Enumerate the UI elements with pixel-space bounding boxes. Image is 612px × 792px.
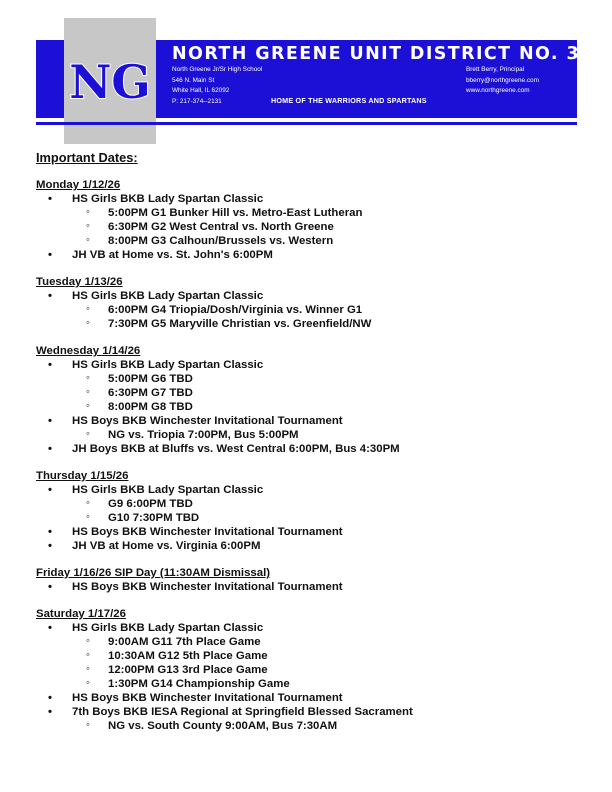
game-item: ◦ 8:00PM G3 Calhoun/Brussels vs. Western [36, 234, 577, 248]
day-heading: Saturday 1/17/26 [36, 608, 126, 620]
event-item: • HS Girls BKB Lady Spartan Classic [36, 192, 577, 206]
district-title: NORTH GREENE UNIT DISTRICT NO. 3 [172, 44, 581, 64]
event-item: • HS Boys BKB Winchester Invitational Tournament [36, 525, 577, 539]
game-item: ◦ NG vs. South County 9:00AM, Bus 7:30AM [36, 719, 577, 733]
event-list [36, 358, 577, 456]
day-heading: Monday 1/12/26 [36, 179, 121, 191]
game-item: ◦ 6:30PM G2 West Central vs. North Greene [36, 220, 577, 234]
logo-lettering: NG [69, 56, 151, 108]
header-rule [36, 122, 577, 125]
game-item: ◦ 8:00PM G8 TBD [36, 400, 577, 414]
event-item: • HS Girls BKB Lady Spartan Classic [36, 289, 577, 303]
day-heading: Thursday 1/15/26 [36, 470, 129, 482]
game-item: ◦ 12:00PM G13 3rd Place Game [36, 663, 577, 677]
event-item: • 7th Boys BKB IESA Regional at Springfield Blessed Sacrament [36, 705, 577, 719]
game-item: ◦ G10 7:30PM TBD [36, 511, 577, 525]
event-list [36, 483, 577, 553]
event-item: • JH VB at Home vs. St. John's 6:00PM [36, 248, 577, 262]
game-item: ◦ 6:00PM G4 Triopia/Dosh/Virginia vs. Winner G1 [36, 303, 577, 317]
day-section [36, 344, 577, 456]
dates-content [36, 150, 577, 746]
game-item: ◦ 1:30PM G14 Championship Game [36, 677, 577, 691]
game-item: ◦ G9 6:00PM TBD [36, 497, 577, 511]
website: www.northgreene.com [466, 87, 530, 94]
event-item: • JH VB at Home vs. Virginia 6:00PM [36, 539, 577, 553]
day-section [36, 275, 577, 331]
city-state-zip: White Hall, IL 62092 [172, 87, 230, 94]
contact-block [466, 65, 539, 97]
school-address-block [172, 65, 262, 107]
game-item: ◦ 9:00AM G11 7th Place Game [36, 635, 577, 649]
event-item: • JH Boys BKB at Bluffs vs. West Central 6:00PM, Bus 4:30PM [36, 442, 577, 456]
logo-panel [64, 18, 156, 144]
school-name: North Greene Jr/Sr High School [172, 66, 263, 73]
principal-name: Brett Berry, Principal [466, 66, 525, 73]
street-address: 546 N. Main St [172, 76, 215, 84]
day-list [36, 178, 577, 733]
day-section [36, 566, 577, 594]
day-section [36, 607, 577, 733]
event-list [36, 580, 577, 594]
page-heading: Important Dates: [36, 150, 138, 165]
game-item: ◦ 10:30AM G12 5th Place Game [36, 649, 577, 663]
event-list [36, 621, 577, 733]
event-list [36, 192, 577, 262]
day-section [36, 178, 577, 262]
ng-logo [64, 56, 156, 108]
day-heading: Wednesday 1/14/26 [36, 345, 141, 357]
game-item: ◦ NG vs. Triopia 7:00PM, Bus 5:00PM [36, 428, 577, 442]
game-item: ◦ 7:30PM G5 Maryville Christian vs. Greenfield/NW [36, 317, 577, 331]
phone-number: P: 217-374--2131 [172, 97, 222, 105]
day-heading: Tuesday 1/13/26 [36, 276, 123, 288]
day-heading: Friday 1/16/26 SIP Day (11:30AM Dismissal) [36, 567, 271, 579]
event-list [36, 289, 577, 331]
event-item: • HS Girls BKB Lady Spartan Classic [36, 483, 577, 497]
event-item: • HS Girls BKB Lady Spartan Classic [36, 621, 577, 635]
principal-email: bberry@northgreene.com [466, 76, 539, 84]
tagline: HOME OF THE WARRIORS AND SPARTANS [271, 96, 427, 105]
event-item: • HS Boys BKB Winchester Invitational Tournament [36, 691, 577, 705]
day-section [36, 469, 577, 553]
event-item: • HS Girls BKB Lady Spartan Classic [36, 358, 577, 372]
game-item: ◦ 5:00PM G1 Bunker Hill vs. Metro-East Lutheran [36, 206, 577, 220]
event-item: • HS Boys BKB Winchester Invitational Tournament [36, 580, 577, 594]
game-item: ◦ 5:00PM G6 TBD [36, 372, 577, 386]
event-item: • HS Boys BKB Winchester Invitational Tournament [36, 414, 577, 428]
game-item: ◦ 6:30PM G7 TBD [36, 386, 577, 400]
